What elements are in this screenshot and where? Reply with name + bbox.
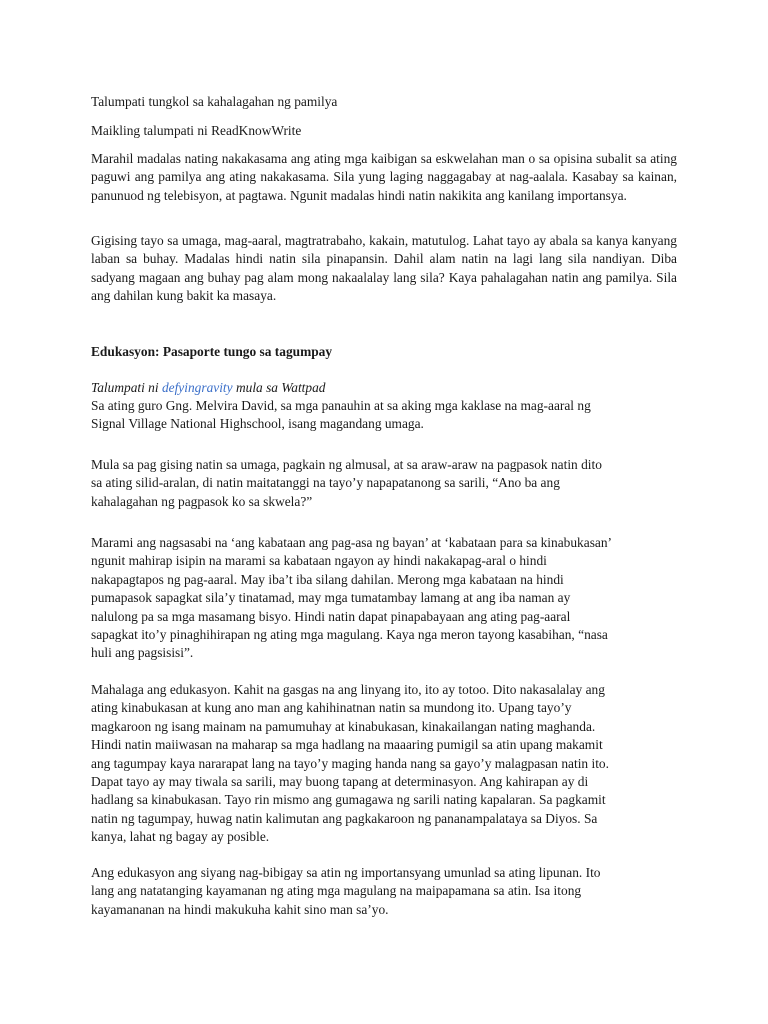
paragraph-line: sa ating silid-aralan, di natin maitatanggi na tayo’y napapatanong sa sarili, “Ano ba ang [91, 475, 560, 491]
document-title: Talumpati tungkol sa kahalagahan ng pamilya [91, 94, 338, 109]
paragraph-4 [91, 456, 677, 511]
paragraph-line: Sa ating guro Gng. Melvira David, sa mga panauhin at sa aking mga kaklase na mag-aaral ng [91, 398, 591, 413]
paragraph-line: Mula sa pag gising natin sa umaga, pagkain ng almusal, at sa araw-araw na pagpasok natin dito [91, 457, 602, 472]
paragraph-1: Marahil madalas nating nakakasama ang ating mga kaibigan sa eskwelahan man o sa opisina subalit sa ating paguwi ang pamilya ang ating nakakasama. Sila yung laging naggagabay at nag-aalala. Kasabay sa kainan, panunuod ng telebisyon, at pagtawa. Ngunit madalas hindi natin nakikita ang kanilang importansya. [91, 151, 677, 203]
paragraph-line: Marami ang nagsasabi na ‘ang kabataan ang pag-asa ng bayan’ at ‘kabataan para sa kinabukasan’ [91, 535, 613, 550]
paragraph-line: magkaroon ng isang mainam na pamumuhay at kinabukasan, kinakailangan nating maghanda. [91, 718, 596, 734]
paragraph-line: Signal Village National Highschool, isang magandang umaga. [91, 416, 424, 432]
paragraph-line: kanya, lahat ng bagay ay posible. [91, 829, 270, 845]
paragraph-2: Gigising tayo sa umaga, mag-aaral, magtratrabaho, kakain, matutulog. Lahat tayo ay abala sa kanya kanyang laban sa buhay. Madalas hindi natin sila pinapansin. Dahil alam natin na lagi lang sila nandiyan. Diba sadyang magaan ang buhay pag alam mong nakaalalay lang sila? Kaya pahalagahan natin ang pamilya. Sila ang dahilan kung bakit ka masaya. [91, 233, 677, 304]
author-link[interactable]: defyingravity [161, 380, 233, 395]
paragraph-line: ating kinabukasan at kung ano man ang kahihinatnan natin sa mundong ito. Upang tayo’y [91, 700, 572, 716]
paragraph-3 [91, 397, 677, 434]
paragraph-6 [91, 681, 677, 847]
paragraph-5 [91, 534, 677, 663]
paragraph-line: ang tagumpay kaya nararapat lang na tayo’y maging handa nang sa gayo’y malagpasan natin ito. [91, 755, 609, 771]
section-byline [91, 379, 677, 397]
paragraph-line: nalulong pa sa mga masamang bisyo. Hindi natin dapat pinapabayaan ang ating pag-aaral [91, 608, 571, 624]
paragraph-line: Mahalaga ang edukasyon. Kahit na gasgas na ang linyang ito, ito ay totoo. Dito nakasalalay ang [91, 682, 605, 697]
paragraph-line: Dapat tayo ay may tiwala sa sarili, may buong tapang at determinasyon. Ang kahirapan ay di [91, 774, 589, 790]
paragraph-line: ngunit mahirap isipin na marami sa kabataan ngayon ay hindi nakakapag-aral o hindi [91, 553, 547, 569]
paragraph-line: natin ng tagumpay, huwag natin kalimutan ang pagkakaroon ng pananampalataya sa Diyos. Sa [91, 810, 598, 826]
paragraph-line: sapagkat ito’y pinaghihirapan ng ating mga magulang. Kaya nga meron tayong kasabihan, “nasa [91, 627, 608, 643]
paragraph-line: kayamananan na hindi makukuha kahit sino man sa’yo. [91, 901, 389, 917]
paragraph-line: huli ang pagsisisi”. [91, 645, 194, 661]
paragraph-line: hadlang sa kinabukasan. Tayo rin mismo ang gumagawa ng sarili nating kapalaran. Sa pagkamit [91, 792, 606, 808]
paragraph-line: kahalagahan ng pagpasok ko sa skwela?” [91, 493, 313, 509]
paragraph-line: lang ang natatanging kayamanan ng ating mga magulang na maipapamana sa atin. Isa itong [91, 883, 582, 899]
paragraph-7 [91, 864, 677, 919]
paragraph-line: Hindi natin maiiwasan na maharap sa mga hadlang na maaaring pumigil sa atin upang makamit [91, 737, 603, 753]
paragraph-line: pumapasok sapagkat sila’y tinatamad, may mga tumatambay lamang at ang iba naman ay [91, 590, 571, 606]
byline-suffix: mula sa Wattpad [232, 380, 326, 395]
paragraph-line: Ang edukasyon ang siyang nag-bibigay sa atin ng importansyang umunlad sa ating lipunan. Ito [91, 865, 601, 880]
section-heading: Edukasyon: Pasaporte tungo sa tagumpay [91, 344, 333, 359]
byline: Maikling talumpati ni ReadKnowWrite [91, 123, 302, 138]
byline-prefix: Talumpati ni [91, 380, 162, 395]
paragraph-line: nakapagtapos ng pag-aaral. May iba’t iba silang dahilan. Merong mga kabataan na hindi [91, 571, 564, 587]
